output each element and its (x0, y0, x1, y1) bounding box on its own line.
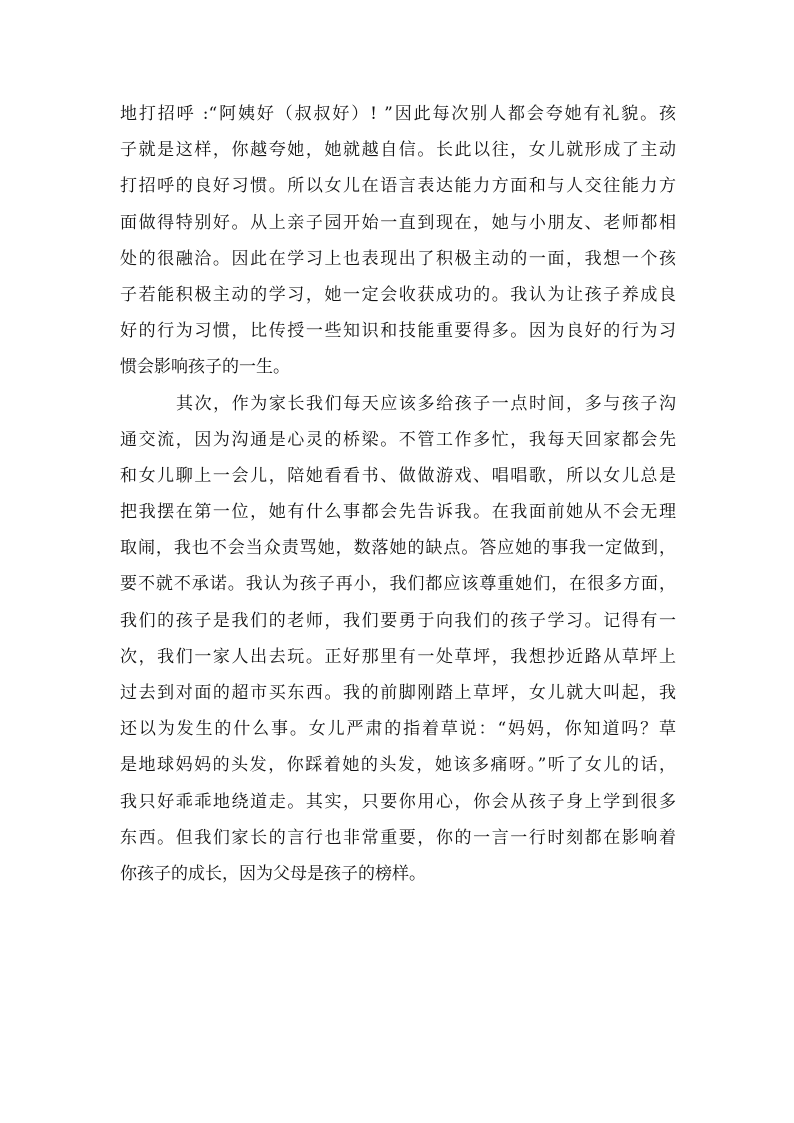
paragraph-1 (120, 96, 676, 386)
text-line: 其次，作为家长我们每天应该多给孩子一点时间，多与孩子沟 (176, 393, 676, 414)
paragraph-2 (120, 386, 676, 893)
text-line: 要不就不承诺。我认为孩子再小，我们都应该尊重她们，在很多方面， (120, 574, 676, 595)
text-line: 地打招呼 :“阿姨好（叔叔好）! ”因此每次别人都会夸她有礼貌。孩 (120, 104, 676, 124)
text-line: 把我摆在第一位，她有什么事都会先告诉我。在我面前她从不会无理 (120, 502, 676, 523)
body-text (120, 96, 676, 892)
text-line: 和女儿聊上一会儿，陪她看看书、做做游戏、唱唱歌，所以女儿总是 (120, 465, 676, 486)
text-line: 过去到对面的超市买东西。我的前脚刚踏上草坪，女儿就大叫起，我 (120, 683, 676, 703)
text-line: 处的很融洽。因此在学习上也表现出了积极主动的一面，我想一个孩 (120, 248, 676, 269)
text-line: 好的行为习惯，比传授一些知识和技能重要得多。因为良好的行为习 (120, 321, 676, 342)
text-line: 面做得特别好。从上亲子园开始一直到现在，她与小朋友、老师都相 (120, 212, 676, 233)
text-line: 还以为发生的什么事。女儿严肃的指着草说：“妈妈，你知道吗？草 (120, 719, 676, 740)
text-line: 打招呼的良好习惯。所以女儿在语言表达能力方面和与人交往能力方 (120, 176, 676, 197)
text-line: 次，我们一家人出去玩。正好那里有一处草坪，我想抄近路从草坪上 (120, 646, 676, 667)
text-line: 子若能积极主动的学习，她一定会收获成功的。我认为让孩子养成良 (120, 284, 676, 305)
text-line: 东西。但我们家长的言行也非常重要，你的一言一行时刻都在影响着 (120, 827, 676, 848)
text-line: 取闹，我也不会当众责骂她，数落她的缺点。答应她的事我一定做到， (120, 538, 676, 559)
text-line: 惯会影响孩子的一生。 (120, 357, 290, 378)
text-line: 你孩子的成长，因为父母是孩子的榜样。 (120, 863, 426, 884)
text-line: 通交流，因为沟通是心灵的桥梁。不管工作多忙，我每天回家都会先 (120, 429, 676, 450)
text-line: 子就是这样，你越夸她，她就越自信。长此以往，女儿就形成了主动 (120, 140, 676, 161)
text-line: 是地球妈妈的头发，你踩着她的头发，她该多痛呀。”听了女儿的话， (120, 755, 676, 776)
text-line: 我们的孩子是我们的老师，我们要勇于向我们的孩子学习。记得有一 (120, 610, 676, 631)
text-line: 我只好乖乖地绕道走。其实，只要你用心，你会从孩子身上学到很多 (120, 791, 676, 812)
